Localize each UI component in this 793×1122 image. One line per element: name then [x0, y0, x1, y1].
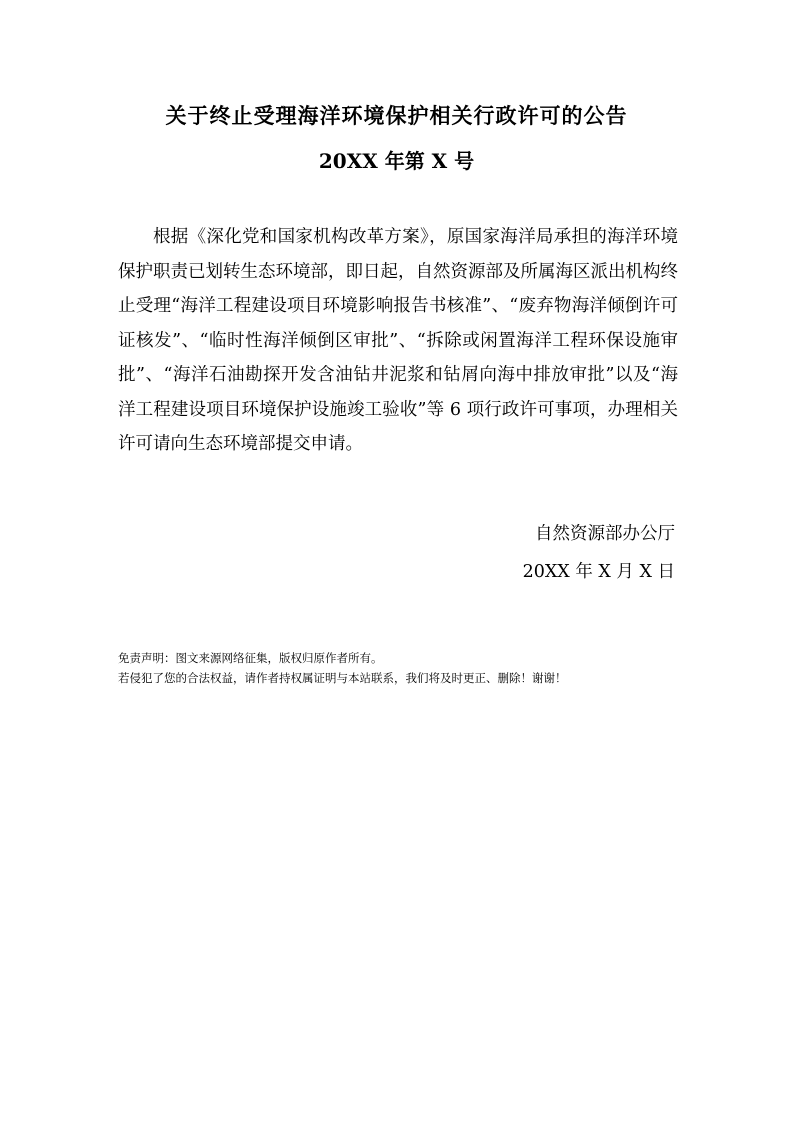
- disclaimer: [118, 648, 718, 688]
- signature-org: 自然资源部办公厅: [535, 524, 675, 544]
- disclaimer-line-2: 若侵犯了您的合法权益，请作者持权属证明与本站联系，我们将及时更正、删除！谢谢！: [118, 671, 567, 685]
- signature-date: 20XX 年 X 月 X 日: [522, 562, 675, 582]
- document-body: 根据《深化党和国家机构改革方案》，原国家海洋局承担的海洋环境保护职责已划转生态环境部，即日起，自然资源部及所属海区派出机构终止受理“海洋工程建设项目环境影响报告书核准”、“废弃物海洋倾倒许可证核发”、“临时性海洋倾倒区审批”、“拆除或闲置海洋工程环保设施审批”、“海洋石油勘探开发含油钻井泥浆和钻屑向海中排放审批”以及“海洋工程建设项目环境保护设施竣工验收”等 6 项行政许可事项，办理相关许可请向生态环境部提交申请。: [118, 227, 678, 454]
- disclaimer-line-1: 免责声明：图文来源网络征集，版权归原作者所有。: [118, 651, 383, 665]
- document-number: 20XX 年第 X 号: [318, 149, 475, 173]
- document-title: 关于终止受理海洋环境保护相关行政许可的公告: [165, 103, 628, 128]
